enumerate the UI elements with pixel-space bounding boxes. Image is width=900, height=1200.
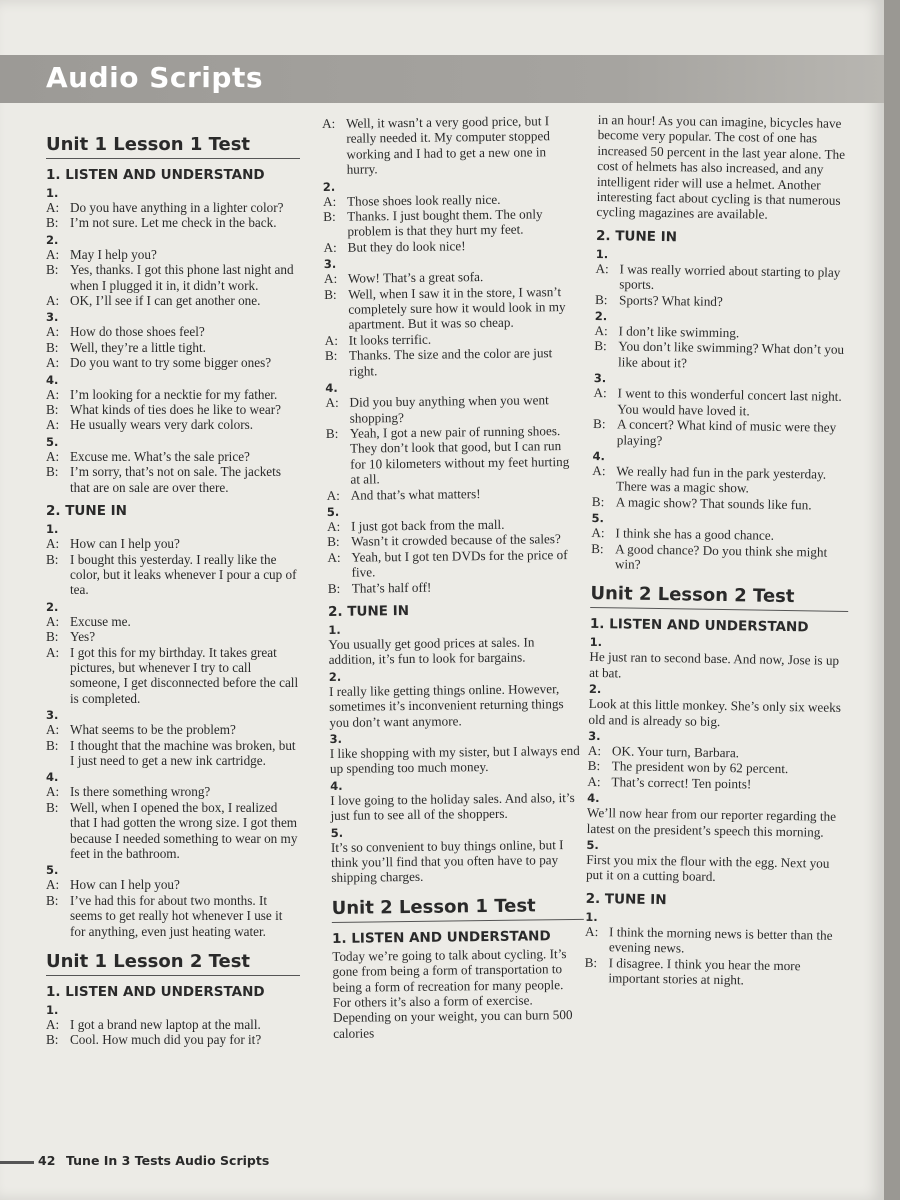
dialogue-text: Thanks. I just bought them. The only problem is that they hurt my feet. [347,206,543,240]
dialogue-line [46,738,300,769]
page-number: 42 [38,1153,56,1168]
speaker-label: B: [46,1032,59,1048]
dialogue-text: I think she has a good chance. [615,525,775,543]
dialogue-text: What seems to be the problem? [70,722,236,738]
item-number: 1. [589,635,603,650]
dialogue-line [46,536,300,551]
speaker-label: A: [327,549,341,565]
dialogue-text: Cool. How much did you pay for it? [70,1032,262,1048]
section-heading: 1. LISTEN AND UNDERSTAND [46,167,265,183]
test-title: Unit 1 Lesson 2 Test [46,951,300,976]
speaker-label: B: [591,493,605,509]
item-number: 2. [322,179,336,194]
item-number: 2. [328,669,342,684]
dialogue-line [46,402,300,417]
page-title: Audio Scripts [46,61,263,94]
dialogue-line [587,774,845,793]
dialogue-text: Sports? What kind? [618,292,723,309]
speaker-label: B: [46,262,59,278]
page-edge [884,0,900,1200]
dialogue-line [46,800,300,862]
dialogue-text: Yeah, I got a new pair of running shoes. They don’t look that good, but I can run for 10 kilometers without my feet hurting at all. [349,423,570,487]
speaker-label: B: [327,534,340,550]
speaker-label: B: [587,758,601,774]
dialogue-text: Well, they’re a little tight. [70,339,206,355]
script-paragraph: It’s so convenient to buy things online, but I think you’ll find that you often have to pay shipping charges. [330,836,564,886]
speaker-label: A: [46,877,60,893]
script-paragraph: in an hour! As you can imagine, bicycles have become very popular. The cost of one has increased 50 percent in the last year alone. The cost of helmets has also increased, and any intelligent rider will use a helmet. Another interesting fact about cycling is that numerous cycling magazines are available. [596,112,846,223]
script-paragraph: We’ll now hear from our reporter regarding the latest on the president’s speech this morning. [586,805,837,840]
item-number: 1. [595,246,609,262]
item-number: 1. [46,186,59,200]
dialogue-text: Do you want to try some bigger ones? [70,355,272,371]
test-title: Unit 1 Lesson 1 Test [46,134,300,159]
script-paragraph: First you mix the flour with the egg. Next you put it on a cutting board. [585,851,830,885]
dialogue-text: May I help you? [70,246,157,262]
dialogue-text: Excuse me. What’s the sale price? [70,448,250,464]
speaker-label: A: [46,293,60,309]
dialogue-text: But they do look nice! [347,238,466,255]
dialogue-line [592,463,850,498]
speaker-label: A: [594,323,608,339]
speaker-label: A: [323,271,338,287]
dialogue-line [322,113,575,178]
dialogue-line [46,324,300,339]
dialogue-line [46,552,300,598]
speaker-label: B: [592,416,606,432]
dialogue-text: How do those shoes feel? [70,324,205,340]
header-banner [0,55,884,103]
dialogue-line [594,338,852,373]
speaker-label: A: [46,613,60,629]
speaker-label: B: [584,954,598,970]
dialogue-text: We really had fun in the park yesterday. There was a magic show. [616,463,827,496]
dialogue-text: Well, when I saw it in the store, I wasn’t completely sure how it would look in my apartment. But it was so cheap. [348,283,566,333]
dialogue-text: OK. Your turn, Barbara. [611,743,740,761]
item-number: 4. [46,770,59,785]
dialogue-text: I’m not sure. Let me check in the back. [70,215,277,231]
section-heading: 2. TUNE IN [585,890,667,908]
item-number: 4. [330,778,343,793]
speaker-label: B: [46,215,59,231]
item-number: 3. [323,257,337,272]
dialogue-line [46,645,300,707]
dialogue-text: Those shoes look really nice. [346,191,501,209]
speaker-label: B: [46,339,59,355]
text-column-left [46,112,300,1048]
speaker-label: B: [46,629,59,645]
dialogue-line [46,262,300,293]
item-number: 1. [46,522,59,537]
speaker-label: B: [46,402,59,418]
speaker-label: A: [46,1017,60,1033]
script-paragraph: You usually get good prices at sales. In addition, it’s fun to look for bargains. [328,634,535,668]
speaker-label: A: [595,260,609,277]
dialogue-text: A magic show? That sounds like fun. [615,494,812,513]
section-heading: 2. TUNE IN [327,602,410,620]
dialogue-text: That’s correct! Ten points! [611,774,752,792]
dialogue-text: I think the morning news is better than the evening news. [608,924,833,956]
speaker-label: B: [594,291,608,307]
item-number: 2. [46,599,59,614]
dialogue-text: Wasn’t it crowded because of the sales? [351,531,561,550]
speaker-label: B: [46,892,59,908]
dialogue-line [46,449,300,464]
item-number: 2. [594,309,608,324]
section-heading: 1. LISTEN AND UNDERSTAND [331,928,551,947]
speaker-label: A: [46,200,60,215]
dialogue-line [324,284,577,333]
dialogue-line [593,385,851,420]
dialogue-text: OK, I’ll see if I can get another one. [70,293,261,309]
section-heading: 2. TUNE IN [595,227,678,246]
dialogue-text: Yes? [70,629,96,645]
dialogue-text: Do you have anything in a lighter color? [70,200,284,215]
script-paragraph: Look at this little monkey. She’s only six weeks old and is already so big. [588,696,842,729]
dialogue-line [327,547,579,581]
speaker-label: A: [46,417,60,433]
speaker-label: B: [327,580,341,596]
item-number: 5. [586,837,599,853]
dialogue-text: He usually wears very dark colors. [70,417,254,433]
dialogue-text: Wow! That’s a great sofa. [347,269,484,286]
dialogue-line [46,387,300,402]
section-heading: 2. TUNE IN [46,503,127,520]
test-title: Unit 2 Lesson 1 Test [332,895,584,923]
dialogue-line [46,1017,300,1032]
speaker-label: A: [587,742,602,759]
item-number: 3. [593,371,607,386]
speaker-label: A: [46,246,60,262]
dialogue-line [46,614,300,629]
speaker-label: B: [591,540,604,556]
item-number: 3. [329,731,343,746]
dialogue-line [595,292,853,311]
dialogue-line [324,237,576,255]
dialogue-text: I’ve had this for about two months. It seems to get really hot whenever I use it for anything, even just heating water. [70,892,283,939]
speaker-label: B: [46,799,59,815]
item-number: 3. [46,310,59,325]
item-number: 5. [326,504,340,519]
speaker-label: A: [46,536,60,552]
dialogue-text: How can I help you? [70,877,180,893]
item-number: 5. [330,825,344,840]
dialogue-text: I disagree. I think you hear the more important stories at night. [608,954,801,988]
dialogue-line [46,293,300,308]
speaker-label: A: [46,722,60,738]
speaker-label: A: [591,525,605,541]
speaker-label: A: [46,784,60,800]
speaker-label: A: [323,239,337,255]
dialogue-text: Well, when I opened the box, I realized that I had gotten the wrong size. I got them because I needed something to wear on my feet in the bathroom. [70,799,298,861]
speaker-label: A: [325,394,339,411]
dialogue-text: I thought that the machine was broken, but I just need to get a new ink cartridge. [70,737,296,768]
dialogue-line [46,1032,300,1047]
item-number: 5. [46,434,59,449]
dialogue-text: Thanks. The size and the color are just right. [348,345,553,379]
speaker-label: B: [46,551,59,567]
dialogue-text: It looks terrific. [348,331,432,348]
section-heading: 1. LISTEN AND UNDERSTAND [589,616,809,636]
speaker-label: B: [323,208,336,225]
item-number: 2. [588,682,602,697]
item-number: 3. [588,728,601,744]
dialogue-line [46,877,300,892]
item-number: 4. [592,448,606,464]
text-column-middle [322,113,585,1041]
item-number: 5. [46,863,59,878]
dialogue-text: Yeah, but I got ten DVDs for the price of five. [351,546,568,580]
dialogue-line [595,261,853,296]
dialogue-text: I got this for my birthday. It takes great pictures, but whenever I try to call someone, I get disconnected before the call is completed. [70,644,299,706]
dialogue-line [325,345,577,379]
dialogue-text: I just got back from the mall. [350,516,505,534]
speaker-label: A: [322,193,337,209]
section-heading: 1. LISTEN AND UNDERSTAND [46,984,265,1001]
speaker-label: A: [46,448,60,464]
dialogue-line [46,417,300,432]
footer-title: Tune In 3 Tests Audio Scripts [66,1153,270,1168]
dialogue-text: I went to this wonderful concert last night. You would have loved it. [617,385,842,419]
script-paragraph: I like shopping with my sister, but I always end up spending too much money. [329,742,580,777]
dialogue-text: Well, it wasn’t a very good price, but I really needed it. My computer stopped working and I had to get a new one in hurry. [345,113,550,177]
dialogue-line [585,924,843,959]
dialogue-line [584,955,842,990]
speaker-label: A: [326,487,340,503]
speaker-label: B: [46,737,59,753]
dialogue-line [593,416,851,451]
speaker-label: A: [592,462,606,479]
item-number: 1. [328,622,341,637]
dialogue-line [46,340,300,355]
dialogue-line [46,893,300,939]
dialogue-text: Did you buy anything when you went shopping? [349,392,549,426]
item-number: 1. [46,1003,59,1018]
speaker-label: A: [593,385,607,401]
dialogue-text: I’m looking for a necktie for my father. [70,386,278,402]
speaker-label: A: [324,332,339,348]
script-paragraph: I really like getting things online. However, sometimes it’s inconvenient returning things you don’t want anymore. [328,680,564,730]
dialogue-text: I’m sorry, that’s not on sale. The jackets that are on sale are over there. [70,464,281,495]
dialogue-text: Excuse me. [70,613,131,629]
page-footer [0,1151,300,1173]
dialogue-text: That’s half off! [351,579,432,596]
dialogue-line [46,200,300,215]
speaker-label: A: [46,355,60,371]
dialogue-text: I don’t like swimming. [618,323,740,341]
item-number: 5. [591,511,605,526]
dialogue-line [592,494,850,513]
dialogue-line [325,392,577,426]
speaker-label: B: [46,464,59,480]
dialogue-line [327,484,579,502]
dialogue-line [46,247,300,262]
speaker-label: B: [594,338,607,354]
script-paragraph: I love going to the holiday sales. And also, it’s just fun to see all of the shoppers. [330,789,575,824]
speaker-label: A: [585,923,599,939]
dialogue-text: I got a brand new laptop at the mall. [70,1017,261,1033]
speaker-label: A: [322,115,336,131]
dialogue-text: Is there something wrong? [70,784,211,800]
dialogue-line [46,355,300,370]
dialogue-line [328,577,580,595]
item-number: 3. [46,708,59,723]
text-column-right [584,112,856,989]
item-number: 4. [325,380,338,396]
speaker-label: A: [46,324,60,340]
dialogue-line [46,722,300,737]
item-number: 4. [46,372,59,387]
speaker-label: A: [46,644,60,660]
speaker-label: A: [46,386,60,402]
dialogue-text: What kinds of ties does he like to wear? [70,402,281,418]
script-paragraph: Today we’re going to talk about cycling. It’s gone from being a form of transportation to being a form of recreation for many people. For others it’s also a form of exercise. Depending on your weight, you can burn 500 calories [332,945,573,1041]
dialogue-text: A concert? What kind of music were they playing? [616,416,837,448]
dialogue-text: You don’t like swimming? What don’t you like about it? [617,338,845,371]
dialogue-text: I bought this yesterday. I really like the color, but it leaks whenever I pour a cup of tea. [70,551,297,598]
speaker-label: A: [326,518,341,534]
footer-rule [0,1161,34,1164]
item-number: 4. [587,791,600,806]
dialogue-text: Yes, thanks. I got this phone last night and when I plugged it in, it didn’t work. [70,262,294,293]
test-title: Unit 2 Lesson 2 Test [590,583,848,612]
dialogue-line [323,206,575,240]
item-number: 2. [46,232,59,247]
dialogue-text: How can I help you? [70,536,180,552]
speaker-label: B: [324,286,337,302]
speaker-label: A: [587,773,601,789]
dialogue-text: I was really worried about starting to play sports. [619,261,841,293]
item-number: 1. [585,909,598,924]
speaker-label: B: [325,425,339,441]
dialogue-text: And that’s what matters! [350,485,481,503]
dialogue-line [46,629,300,644]
dialogue-line [46,215,300,230]
dialogue-text: A good chance? Do you think she might win? [614,540,828,572]
dialogue-line [591,540,849,575]
script-paragraph: He just ran to second base. And now, Jose is up at bat. [589,649,840,681]
speaker-label: B: [324,348,338,364]
dialogue-line [46,464,300,495]
dialogue-line [46,784,300,799]
dialogue-text: The president won by 62 percent. [611,758,789,777]
dialogue-line [326,423,579,488]
